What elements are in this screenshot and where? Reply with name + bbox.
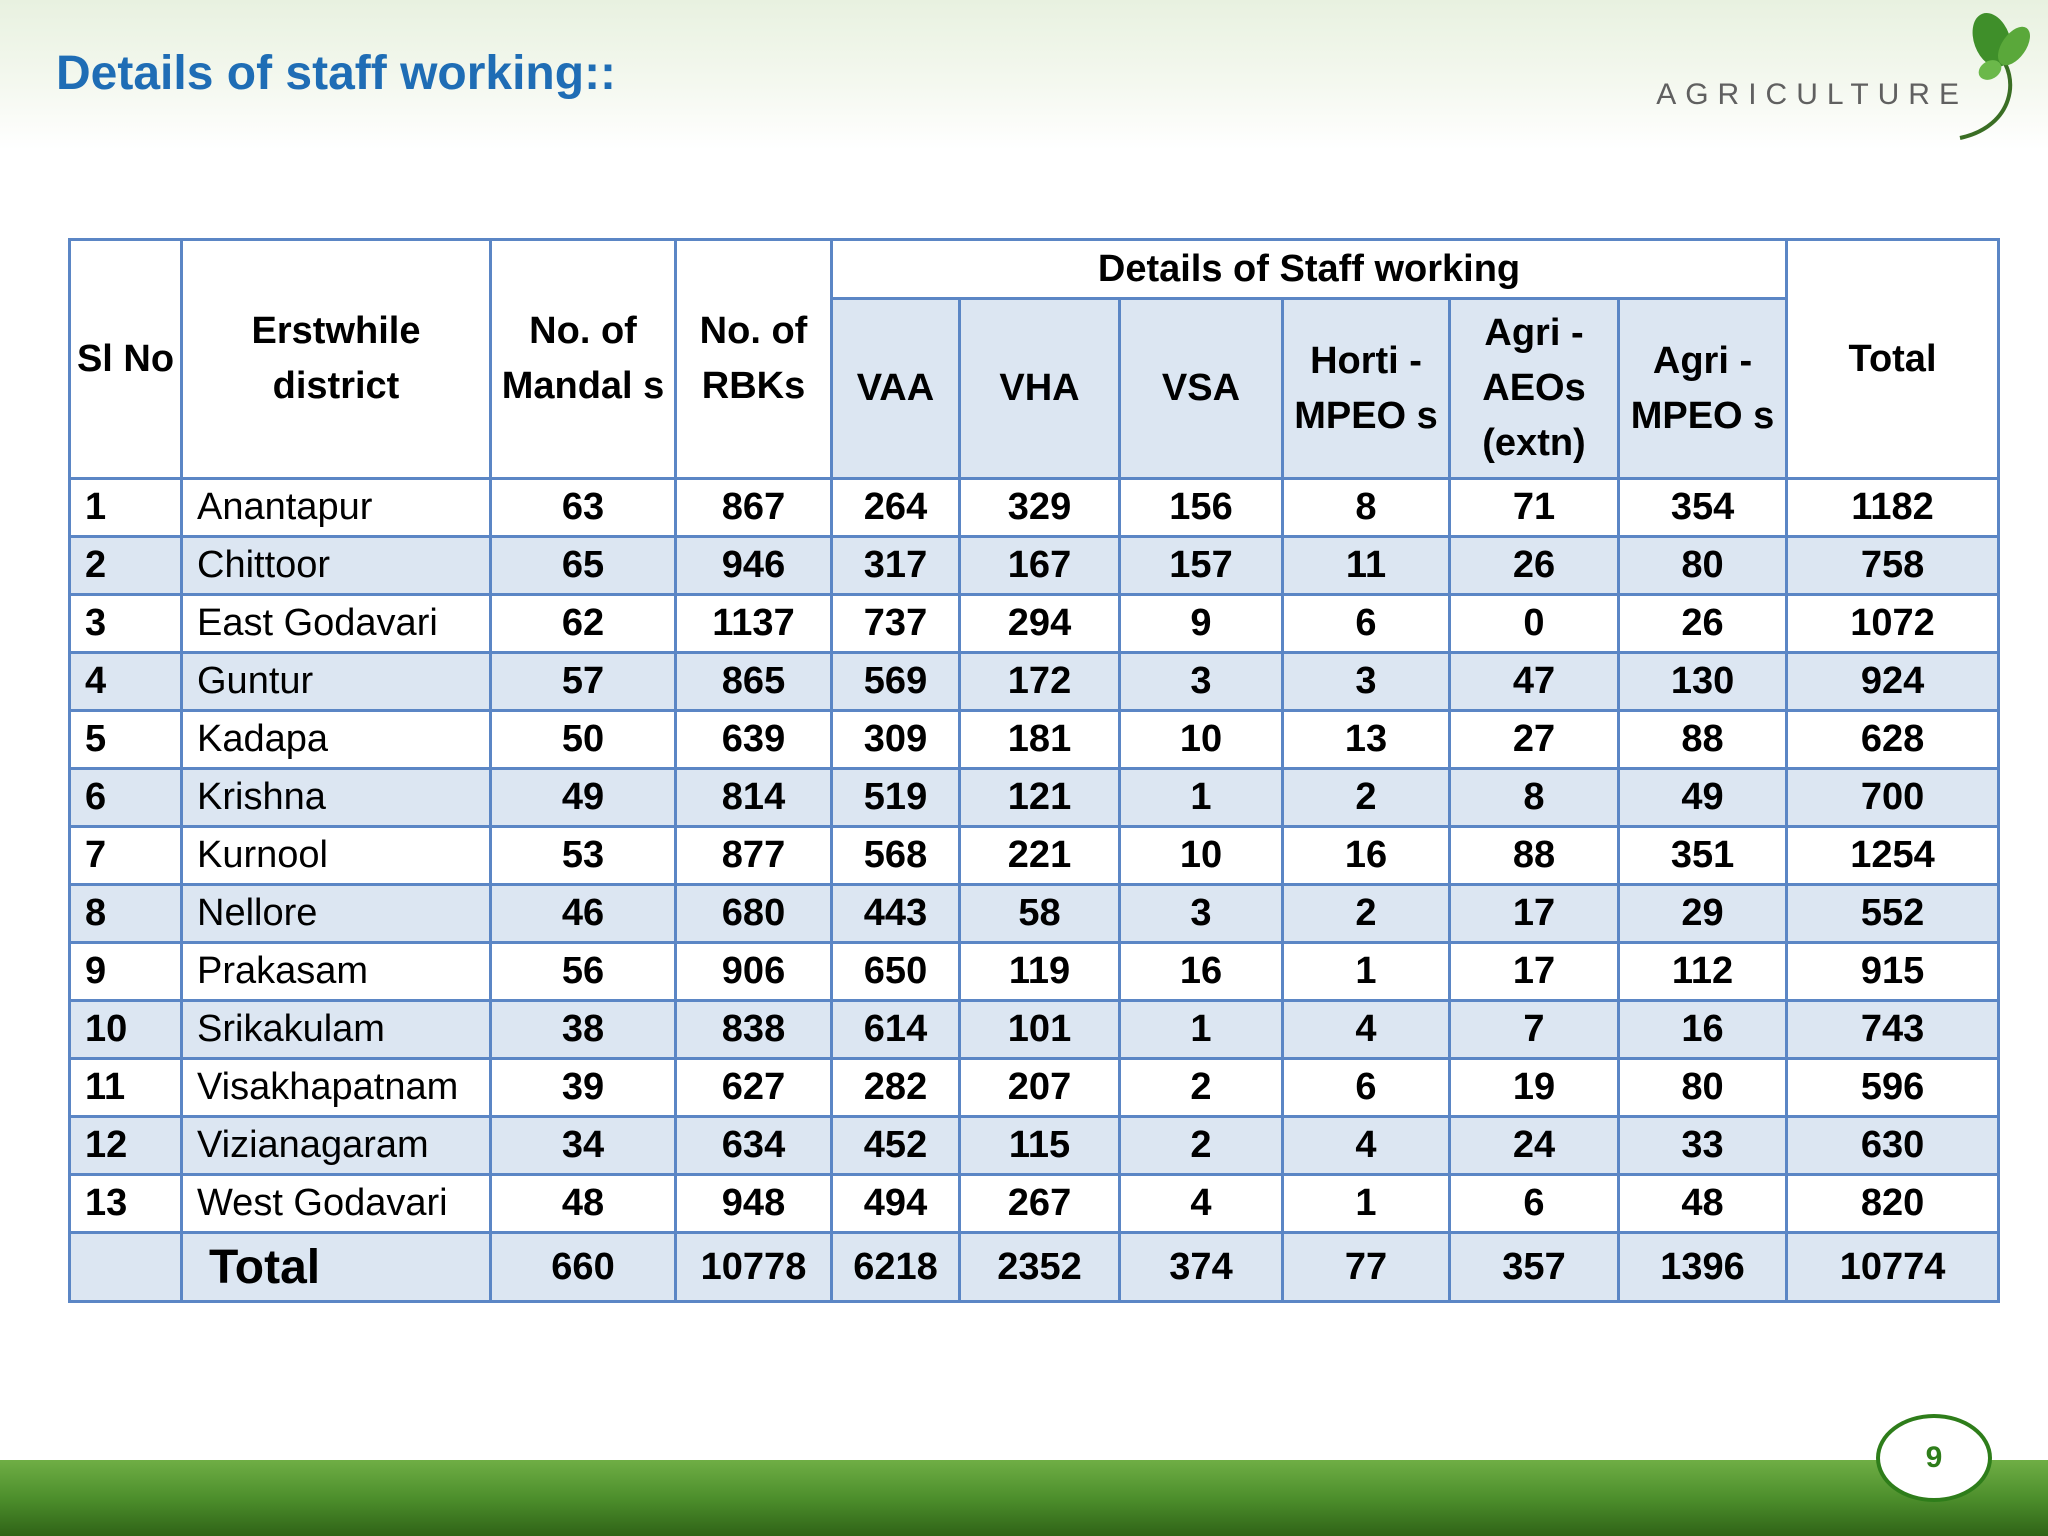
cell-district: Guntur bbox=[182, 653, 491, 711]
header-vha: VHA bbox=[960, 299, 1120, 479]
cell-rbks: 680 bbox=[676, 885, 832, 943]
table-row bbox=[70, 1117, 1999, 1175]
cell-vsa: 16 bbox=[1120, 943, 1283, 1001]
cell-vsa: 1 bbox=[1120, 769, 1283, 827]
cell-vaa: 264 bbox=[832, 479, 960, 537]
cell-vaa: 519 bbox=[832, 769, 960, 827]
cell-agri-aeos: 17 bbox=[1450, 943, 1619, 1001]
table-row bbox=[70, 827, 1999, 885]
cell-district: Kadapa bbox=[182, 711, 491, 769]
cell-sl: 1 bbox=[70, 479, 182, 537]
cell-horti: 8 bbox=[1283, 479, 1450, 537]
header-district: Erstwhile district bbox=[182, 240, 491, 479]
header-vaa: VAA bbox=[832, 299, 960, 479]
cell-sl: 5 bbox=[70, 711, 182, 769]
cell-vsa: 10 bbox=[1120, 711, 1283, 769]
cell-vsa: 10 bbox=[1120, 827, 1283, 885]
cell-district: Vizianagaram bbox=[182, 1117, 491, 1175]
header-mandals: No. of Mandal s bbox=[491, 240, 676, 479]
cell-horti: 2 bbox=[1283, 769, 1450, 827]
cell-total: 1254 bbox=[1787, 827, 1999, 885]
cell-agri-aeos: 26 bbox=[1450, 537, 1619, 595]
cell-agri-mpeos: 80 bbox=[1619, 537, 1787, 595]
cell-district: Prakasam bbox=[182, 943, 491, 1001]
table-row bbox=[70, 595, 1999, 653]
table-row bbox=[70, 769, 1999, 827]
cell-horti: 6 bbox=[1283, 1059, 1450, 1117]
cell-vha: 221 bbox=[960, 827, 1120, 885]
header-vsa: VSA bbox=[1120, 299, 1283, 479]
cell-agri-aeos: 27 bbox=[1450, 711, 1619, 769]
cell-total: 758 bbox=[1787, 537, 1999, 595]
cell-agri-mpeos: 33 bbox=[1619, 1117, 1787, 1175]
cell-vsa: 2 bbox=[1120, 1059, 1283, 1117]
cell-sl: 6 bbox=[70, 769, 182, 827]
cell-vha: 101 bbox=[960, 1001, 1120, 1059]
table-row bbox=[70, 1001, 1999, 1059]
cell-vha: 58 bbox=[960, 885, 1120, 943]
agriculture-logo bbox=[1630, 6, 2030, 146]
cell-agri-aeos: 7 bbox=[1450, 1001, 1619, 1059]
cell-vsa: 1 bbox=[1120, 1001, 1283, 1059]
cell-agri-aeos: 88 bbox=[1450, 827, 1619, 885]
table-row bbox=[70, 1059, 1999, 1117]
cell-vha: 267 bbox=[960, 1175, 1120, 1233]
header-rbks: No. of RBKs bbox=[676, 240, 832, 479]
cell-horti: 1 bbox=[1283, 943, 1450, 1001]
cell-mandals: 63 bbox=[491, 479, 676, 537]
cell-vsa: 9 bbox=[1120, 595, 1283, 653]
cell-rbks: 946 bbox=[676, 537, 832, 595]
cell-rbks: 906 bbox=[676, 943, 832, 1001]
cell-horti: 4 bbox=[1283, 1001, 1450, 1059]
cell-vsa: 157 bbox=[1120, 537, 1283, 595]
totals-row bbox=[70, 1233, 1999, 1302]
cell-total: 924 bbox=[1787, 653, 1999, 711]
cell-vha: 207 bbox=[960, 1059, 1120, 1117]
table-row bbox=[70, 537, 1999, 595]
cell-vha: 121 bbox=[960, 769, 1120, 827]
table-row bbox=[70, 711, 1999, 769]
totals-vha: 2352 bbox=[960, 1233, 1120, 1302]
cell-vaa: 282 bbox=[832, 1059, 960, 1117]
cell-agri-mpeos: 112 bbox=[1619, 943, 1787, 1001]
cell-horti: 16 bbox=[1283, 827, 1450, 885]
cell-agri-aeos: 0 bbox=[1450, 595, 1619, 653]
header-staff-group: Details of Staff working bbox=[832, 240, 1787, 299]
cell-rbks: 948 bbox=[676, 1175, 832, 1233]
cell-vha: 115 bbox=[960, 1117, 1120, 1175]
cell-total: 700 bbox=[1787, 769, 1999, 827]
cell-agri-mpeos: 29 bbox=[1619, 885, 1787, 943]
cell-sl: 11 bbox=[70, 1059, 182, 1117]
cell-sl: 4 bbox=[70, 653, 182, 711]
cell-total: 552 bbox=[1787, 885, 1999, 943]
cell-district: Nellore bbox=[182, 885, 491, 943]
cell-vaa: 568 bbox=[832, 827, 960, 885]
cell-rbks: 838 bbox=[676, 1001, 832, 1059]
cell-vaa: 650 bbox=[832, 943, 960, 1001]
cell-mandals: 38 bbox=[491, 1001, 676, 1059]
cell-district: Krishna bbox=[182, 769, 491, 827]
cell-district: East Godavari bbox=[182, 595, 491, 653]
cell-agri-mpeos: 80 bbox=[1619, 1059, 1787, 1117]
cell-agri-mpeos: 48 bbox=[1619, 1175, 1787, 1233]
totals-vsa: 374 bbox=[1120, 1233, 1283, 1302]
cell-agri-mpeos: 16 bbox=[1619, 1001, 1787, 1059]
page-title: Details of staff working:: bbox=[56, 47, 617, 100]
cell-vha: 172 bbox=[960, 653, 1120, 711]
cell-agri-mpeos: 351 bbox=[1619, 827, 1787, 885]
cell-mandals: 34 bbox=[491, 1117, 676, 1175]
cell-sl: 12 bbox=[70, 1117, 182, 1175]
cell-vha: 294 bbox=[960, 595, 1120, 653]
cell-horti: 3 bbox=[1283, 653, 1450, 711]
cell-district: Chittoor bbox=[182, 537, 491, 595]
cell-rbks: 865 bbox=[676, 653, 832, 711]
cell-mandals: 39 bbox=[491, 1059, 676, 1117]
cell-mandals: 62 bbox=[491, 595, 676, 653]
cell-agri-aeos: 17 bbox=[1450, 885, 1619, 943]
cell-total: 596 bbox=[1787, 1059, 1999, 1117]
totals-sl bbox=[70, 1233, 182, 1302]
cell-agri-mpeos: 130 bbox=[1619, 653, 1787, 711]
cell-vsa: 3 bbox=[1120, 653, 1283, 711]
cell-sl: 10 bbox=[70, 1001, 182, 1059]
staff-table bbox=[68, 238, 2000, 1303]
cell-vsa: 2 bbox=[1120, 1117, 1283, 1175]
cell-mandals: 46 bbox=[491, 885, 676, 943]
cell-rbks: 634 bbox=[676, 1117, 832, 1175]
cell-sl: 9 bbox=[70, 943, 182, 1001]
cell-mandals: 49 bbox=[491, 769, 676, 827]
cell-total: 820 bbox=[1787, 1175, 1999, 1233]
cell-sl: 2 bbox=[70, 537, 182, 595]
table-row bbox=[70, 943, 1999, 1001]
cell-total: 1182 bbox=[1787, 479, 1999, 537]
table-row bbox=[70, 479, 1999, 537]
cell-mandals: 56 bbox=[491, 943, 676, 1001]
cell-vsa: 156 bbox=[1120, 479, 1283, 537]
cell-vaa: 737 bbox=[832, 595, 960, 653]
cell-horti: 6 bbox=[1283, 595, 1450, 653]
footer-bar bbox=[0, 1460, 2048, 1536]
cell-sl: 13 bbox=[70, 1175, 182, 1233]
cell-horti: 1 bbox=[1283, 1175, 1450, 1233]
table-row bbox=[70, 1175, 1999, 1233]
cell-vha: 181 bbox=[960, 711, 1120, 769]
header-horti-mpeos: Horti - MPEO s bbox=[1283, 299, 1450, 479]
header-agri-aeos: Agri - AEOs (extn) bbox=[1450, 299, 1619, 479]
cell-vaa: 569 bbox=[832, 653, 960, 711]
cell-vha: 119 bbox=[960, 943, 1120, 1001]
cell-rbks: 639 bbox=[676, 711, 832, 769]
cell-agri-aeos: 47 bbox=[1450, 653, 1619, 711]
cell-vsa: 4 bbox=[1120, 1175, 1283, 1233]
cell-mandals: 48 bbox=[491, 1175, 676, 1233]
cell-rbks: 814 bbox=[676, 769, 832, 827]
cell-agri-aeos: 6 bbox=[1450, 1175, 1619, 1233]
cell-total: 628 bbox=[1787, 711, 1999, 769]
totals-vaa: 6218 bbox=[832, 1233, 960, 1302]
cell-agri-aeos: 19 bbox=[1450, 1059, 1619, 1117]
totals-rbks: 10778 bbox=[676, 1233, 832, 1302]
cell-agri-aeos: 8 bbox=[1450, 769, 1619, 827]
table-body bbox=[70, 479, 1999, 1233]
cell-district: Kurnool bbox=[182, 827, 491, 885]
cell-district: Srikakulam bbox=[182, 1001, 491, 1059]
cell-sl: 8 bbox=[70, 885, 182, 943]
totals-horti: 77 bbox=[1283, 1233, 1450, 1302]
cell-mandals: 53 bbox=[491, 827, 676, 885]
cell-total: 743 bbox=[1787, 1001, 1999, 1059]
cell-horti: 11 bbox=[1283, 537, 1450, 595]
cell-total: 915 bbox=[1787, 943, 1999, 1001]
cell-vaa: 614 bbox=[832, 1001, 960, 1059]
cell-horti: 4 bbox=[1283, 1117, 1450, 1175]
cell-vaa: 494 bbox=[832, 1175, 960, 1233]
cell-agri-mpeos: 88 bbox=[1619, 711, 1787, 769]
cell-district: West Godavari bbox=[182, 1175, 491, 1233]
header-total: Total bbox=[1787, 240, 1999, 479]
cell-agri-mpeos: 26 bbox=[1619, 595, 1787, 653]
cell-mandals: 57 bbox=[491, 653, 676, 711]
cell-rbks: 1137 bbox=[676, 595, 832, 653]
cell-horti: 2 bbox=[1283, 885, 1450, 943]
totals-agri-aeos: 357 bbox=[1450, 1233, 1619, 1302]
cell-agri-mpeos: 354 bbox=[1619, 479, 1787, 537]
cell-rbks: 877 bbox=[676, 827, 832, 885]
logo-wordmark: AGRICULTURE bbox=[1656, 78, 1968, 111]
cell-vaa: 309 bbox=[832, 711, 960, 769]
cell-vaa: 452 bbox=[832, 1117, 960, 1175]
table-row bbox=[70, 885, 1999, 943]
cell-vaa: 443 bbox=[832, 885, 960, 943]
totals-mandals: 660 bbox=[491, 1233, 676, 1302]
leaf-icon bbox=[1920, 6, 2030, 146]
cell-district: Visakhapatnam bbox=[182, 1059, 491, 1117]
cell-mandals: 50 bbox=[491, 711, 676, 769]
cell-horti: 13 bbox=[1283, 711, 1450, 769]
cell-agri-aeos: 24 bbox=[1450, 1117, 1619, 1175]
table-row bbox=[70, 653, 1999, 711]
totals-label: Total bbox=[182, 1233, 491, 1302]
cell-agri-aeos: 71 bbox=[1450, 479, 1619, 537]
cell-vha: 167 bbox=[960, 537, 1120, 595]
cell-mandals: 65 bbox=[491, 537, 676, 595]
cell-vha: 329 bbox=[960, 479, 1120, 537]
cell-rbks: 867 bbox=[676, 479, 832, 537]
cell-sl: 3 bbox=[70, 595, 182, 653]
cell-rbks: 627 bbox=[676, 1059, 832, 1117]
header-agri-mpeos: Agri - MPEO s bbox=[1619, 299, 1787, 479]
cell-district: Anantapur bbox=[182, 479, 491, 537]
header-sl-no: Sl No bbox=[70, 240, 182, 479]
page-number: 9 bbox=[1876, 1414, 1992, 1502]
cell-agri-mpeos: 49 bbox=[1619, 769, 1787, 827]
cell-vsa: 3 bbox=[1120, 885, 1283, 943]
totals-agri-mpeos: 1396 bbox=[1619, 1233, 1787, 1302]
cell-total: 1072 bbox=[1787, 595, 1999, 653]
totals-total: 10774 bbox=[1787, 1233, 1999, 1302]
cell-total: 630 bbox=[1787, 1117, 1999, 1175]
cell-sl: 7 bbox=[70, 827, 182, 885]
cell-vaa: 317 bbox=[832, 537, 960, 595]
